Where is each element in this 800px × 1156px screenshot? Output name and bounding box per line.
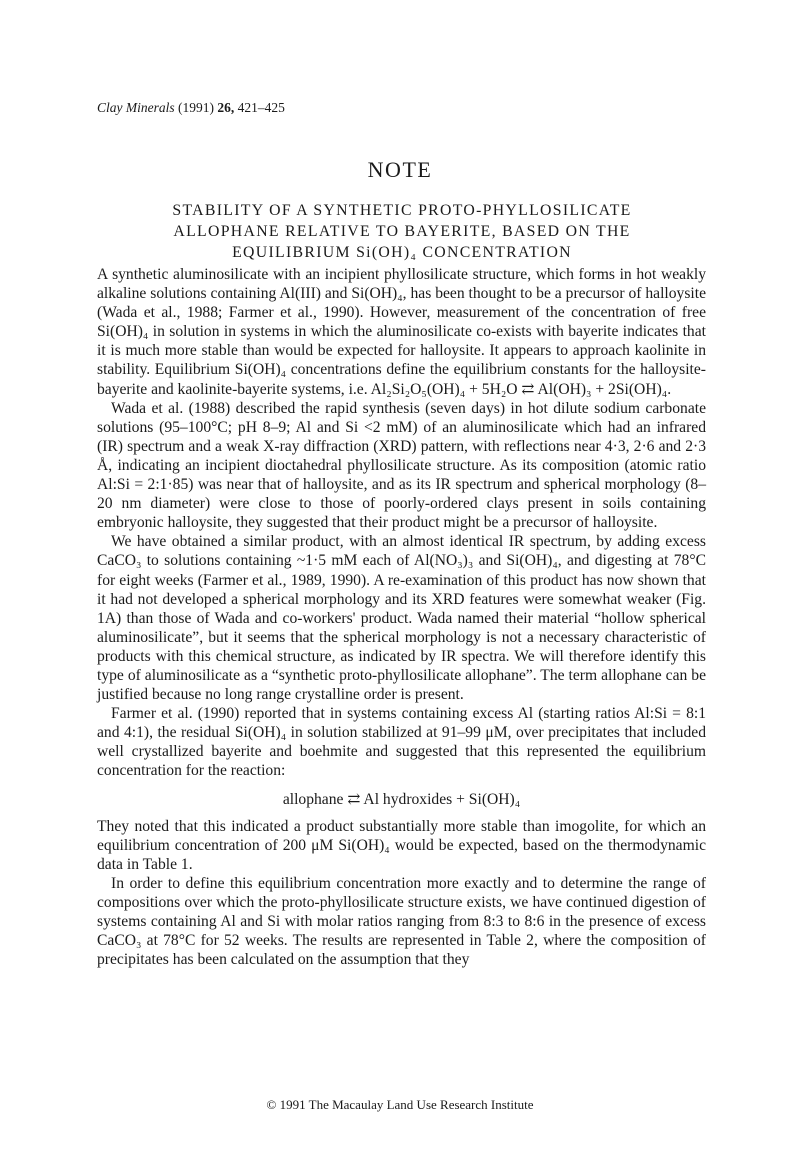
title-line-2: ALLOPHANE RELATIVE TO BAYERITE, BASED ON THE (173, 223, 631, 240)
article-title (97, 200, 707, 263)
paragraph-3: We have obtained a similar product, with an almost identical IR spectrum, by adding excess CaCO₃ to solutions containing ~1·5 mM each of Al(NO₃)₃ and Si(OH)₄, and digesting at 78°C for eight weeks (Farmer et al., 1989, 1990). A re-examination of this product has now shown that it had not developed a spherical morphology and its XRD features were somewhat weaker (Fig. 1A) than those of Wada and co-workers' product. Wada named their material “hollow spherical aluminosilicate”, but it seems that the spherical morphology is not a necessary characteristic of products with this chemical structure, as indicated by IR spectra. We will therefore identify this type of aluminosilicate as a “synthetic proto-phyllosilicate allophane”. The term allophane can be justified because no long range crystalline order is present. (97, 533, 706, 704)
reaction-equation: allophane ⇄ Al hydroxides + Si(OH)₄ (282, 790, 521, 808)
paragraph-1: A synthetic aluminosilicate with an incipient phyllosilicate structure, which forms in hot weakly alkaline solutions containing Al(III) and Si(OH)₄, has been thought to be a precursor of halloysite (Wada et al., 1988; Farmer et al., 1990). However, measurement of the concentration of free Si(OH)₄ in solution in systems in which the aluminosilicate co-exists with bayerite indicates that it is much more stable than would be expected for halloysite. It appears to approach kaolinite in stability. Equilibrium Si(OH)₄ concentrations define the equilibrium constants for the halloysite-bayerite and kaolinite-bayerite systems, i.e. Al₂Si₂O₅(OH)₄ + 5H₂O ⇄ Al(OH)₃ + 2Si(OH)₄. (97, 266, 706, 398)
note-heading: NOTE (367, 157, 433, 182)
paragraph-2: Wada et al. (1988) described the rapid synthesis (seven days) in hot dilute sodium carbonate solutions (95–100°C; pH 8–9; Al and Si <2 mM) of an aluminosilicate which had an infrared (IR) spectrum and a weak X-ray diffraction (XRD) pattern, with reflections near 4·3, 2·6 and 2·3 Å, indicating an incipient dioctahedral phyllosilicate structure. As its composition (atomic ratio Al:Si = 2:1·85) was near that of halloysite, and as its IR spectrum and spherical morphology (8–20 nm diameter) were close to those of poorly-ordered clays present in soils containing embryonic halloysite, they suggested that their product might be a precursor of halloysite. (97, 399, 706, 532)
title-line-1: STABILITY OF A SYNTHETIC PROTO-PHYLLOSILICATE (172, 202, 632, 219)
journal-name: Clay Minerals (97, 100, 175, 115)
copyright-footer: © 1991 The Macaulay Land Use Research Institute (266, 1097, 534, 1112)
paragraph-6: In order to define this equilibrium concentration more exactly and to determine the range of compositions over which the proto-phyllosilicate structure exists, we have continued digestion of systems containing Al and Si with molar ratios ranging from 8:3 to 8:6 in the presence of excess CaCO₃ at 78°C for 52 weeks. The results are represented in Table 2, where the composition of precipitates has been calculated on the assumption that they (97, 874, 706, 969)
title-line-3: EQUILIBRIUM Si(OH)₄ CONCENTRATION (232, 244, 572, 261)
journal-citation (97, 100, 285, 116)
article-body (97, 265, 706, 969)
journal-volume: 26, (217, 100, 235, 115)
paragraph-4: Farmer et al. (1990) reported that in systems containing excess Al (starting ratios Al:Si = 8:1 and 4:1), the residual Si(OH)₄ in solution stabilized at 91–99 μM, over precipitates that included well crystallized bayerite and boehmite and suggested that this represented the equilibrium concentration for the reaction: (97, 705, 706, 780)
journal-year: (1991) (178, 100, 214, 115)
paragraph-5: They noted that this indicated a product substantially more stable than imogolite, for which an equilibrium concentration of 200 μM Si(OH)₄ would be expected, based on the thermodynamic data in Table 1. (97, 817, 706, 873)
journal-pages: 421–425 (237, 100, 285, 115)
